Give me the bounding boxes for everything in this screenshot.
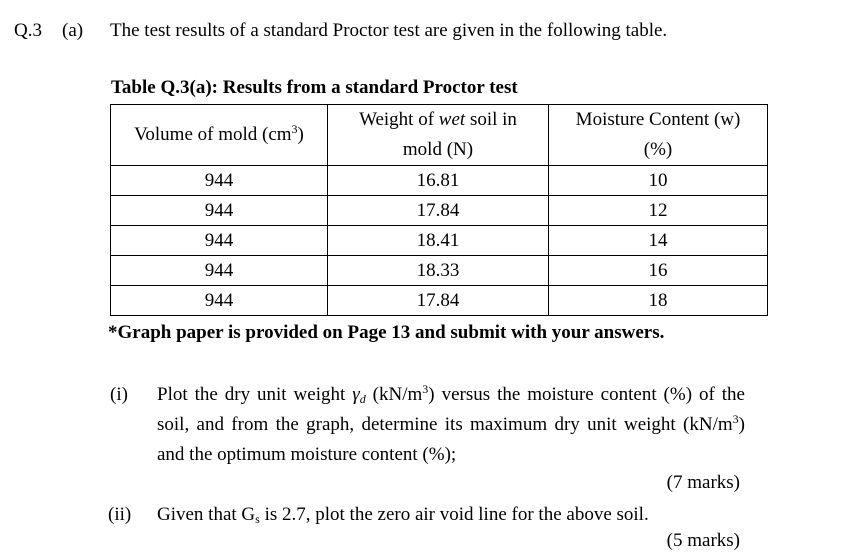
header-moisture: Moisture Content (w) (%) (549, 105, 768, 166)
question-intro: The test results of a standard Proctor test are given in the following table. (110, 20, 668, 41)
proctor-results-table (110, 104, 768, 316)
part-i-label: (i) (110, 384, 128, 405)
part-ii-label: (ii) (108, 504, 132, 525)
table-header-row (111, 105, 768, 166)
table-row (111, 196, 768, 226)
table-row (111, 256, 768, 286)
cell-weight: 17.84 (328, 196, 549, 226)
cell-volume: 944 (111, 196, 328, 226)
cell-weight: 18.33 (328, 256, 549, 286)
cell-weight: 17.84 (328, 286, 549, 316)
header-weight: Weight of wet soil in mold (N) (328, 105, 549, 166)
cell-moisture: 14 (549, 226, 768, 256)
table-row (111, 226, 768, 256)
cell-volume: 944 (111, 256, 328, 286)
table-row (111, 286, 768, 316)
part-i-marks: (7 marks) (666, 472, 740, 493)
part-ii-marks: (5 marks) (666, 530, 740, 551)
part-ii-text: Given that $G_s$ is 2.7, plot the zero air void line for the above soil. (157, 504, 649, 526)
cell-moisture: 16 (549, 256, 768, 286)
graph-paper-note: *Graph paper is provided on Page 13 and submit with your answers. (108, 322, 665, 343)
cell-moisture: 10 (549, 166, 768, 196)
cell-moisture: 18 (549, 286, 768, 316)
cell-volume: 944 (111, 226, 328, 256)
cell-weight: 16.81 (328, 166, 549, 196)
question-number: Q.3 (14, 20, 42, 41)
header-volume: Volume of mold $(cm^3)$ (111, 105, 328, 166)
cell-volume: 944 (111, 166, 328, 196)
cell-moisture: 12 (549, 196, 768, 226)
gamma-symbol: γ (352, 384, 360, 405)
part-i-text: Plot the dry unit weight $\gamma_d$ $(kN/m^3)$ versus the moisture content (%) of the soil, and from the graph, determine its maximum dry unit weight $(kN/m^3)$ and the optimum moisture content (%); (157, 382, 745, 465)
cell-volume: 944 (111, 286, 328, 316)
table-row (111, 166, 768, 196)
question-part-label: (a) (62, 20, 84, 41)
table-title: Table Q.3(a): Results from a standard Proctor test (111, 77, 518, 98)
cell-weight: 18.41 (328, 226, 549, 256)
